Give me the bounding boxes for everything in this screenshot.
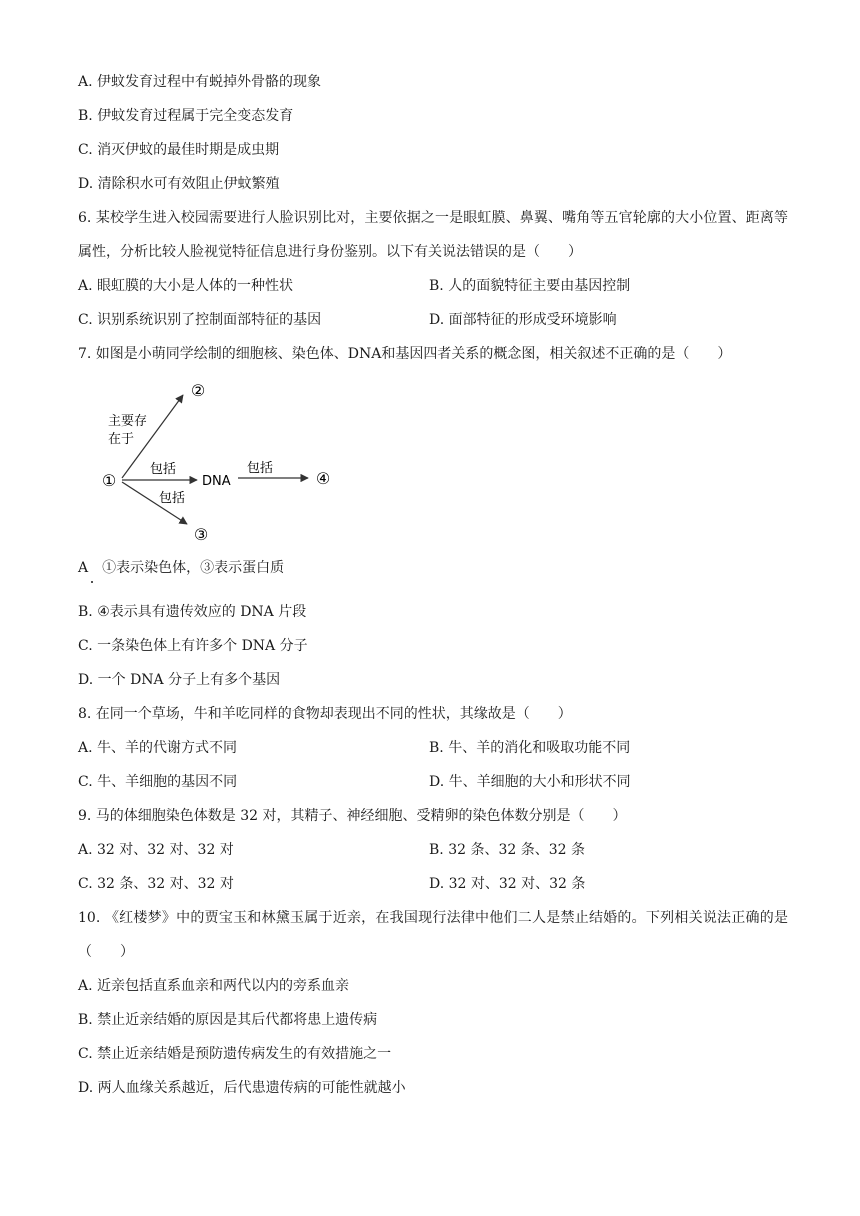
node-3: ③ (193, 525, 209, 544)
q5-option-b: B. 伊蚊发育过程属于完全变态发育 (78, 108, 294, 124)
q8-option-a: A. 牛、羊的代谢方式不同 (78, 740, 238, 756)
q6-option-a: A. 眼虹膜的大小是人体的一种性状 (78, 278, 294, 294)
node-dna: DNA (202, 474, 231, 489)
node-4: ④ (315, 469, 331, 488)
stray-dot (91, 581, 93, 583)
q5-option-d: D. 清除积水可有效阻止伊蚊繁殖 (78, 176, 280, 192)
label-include-gene: 包括 (247, 461, 274, 476)
label-main-exists-line2: 在于 (108, 432, 135, 447)
q9-option-d: D. 32 对、32 对、32 条 (429, 876, 586, 892)
label-include-dna: 包括 (150, 462, 177, 477)
label-include-protein: 包括 (159, 491, 186, 506)
q8-option-d: D. 牛、羊细胞的大小和形状不同 (429, 774, 631, 790)
label-main-exists-line1: 主要存 (108, 414, 148, 429)
q7-option-b: B. ④表示具有遗传效应的 DNA 片段 (78, 604, 307, 620)
q5-option-a: A. 伊蚊发育过程中有蜕掉外骨骼的现象 (78, 74, 322, 90)
concept-diagram (95, 378, 355, 548)
q10-option-a: A. 近亲包括直系血亲和两代以内的旁系血亲 (78, 978, 350, 994)
q9-stem: 9. 马的体细胞染色体数是 32 对，其精子、神经细胞、受精卵的染色体数分别是（ ） (78, 808, 627, 824)
q10-option-b: B. 禁止近亲结婚的原因是其后代都将患上遗传病 (78, 1012, 378, 1028)
q10-option-c: C. 禁止近亲结婚是预防遗传病发生的有效措施之一 (78, 1046, 392, 1062)
q8-option-b: B. 牛、羊的消化和吸取功能不同 (429, 740, 631, 756)
q8-option-c: C. 牛、羊细胞的基因不同 (78, 774, 238, 790)
q6-option-d: D. 面部特征的形成受环境影响 (429, 312, 617, 328)
q6-option-c: C. 识别系统识别了控制面部特征的基因 (78, 312, 322, 328)
q6-option-b: B. 人的面貌特征主要由基因控制 (429, 278, 631, 294)
q10-option-d: D. 两人血缘关系越近，后代患遗传病的可能性就越小 (78, 1080, 406, 1096)
node-1: ① (101, 471, 117, 490)
q9-option-b: B. 32 条、32 条、32 条 (429, 842, 585, 858)
q7-option-c: C. 一条染色体上有许多个 DNA 分子 (78, 638, 308, 654)
node-2: ② (190, 381, 206, 400)
q10-stem: 10. 《红楼梦》中的贾宝玉和林黛玉属于近亲，在我国现行法律中他们二人是禁止结婚的。下列相关说法正确的是（ ） (78, 910, 788, 960)
q9-option-a: A. 32 对、32 对、32 对 (78, 842, 234, 858)
q9-option-c: C. 32 条、32 对、32 对 (78, 876, 234, 892)
q7-option-a: A ①表示染色体，③表示蛋白质 (78, 560, 285, 576)
q8-stem: 8. 在同一个草场，牛和羊吃同样的食物却表现出不同的性状，其缘故是（ ） (78, 706, 572, 722)
q7-stem: 7. 如图是小萌同学绘制的细胞核、染色体、DNA和基因四者关系的概念图，相关叙述不正确的是（ ） (78, 346, 732, 362)
q7-option-d: D. 一个 DNA 分子上有多个基因 (78, 672, 281, 688)
q6-stem: 6. 某校学生进入校园需要进行人脸识别比对，主要依据之一是眼虹膜、鼻翼、嘴角等五官轮廓的大小位置、距离等属性，分析比较人脸视觉特征信息进行身份鉴别。以下有关说法错误的是（ ） (78, 210, 788, 260)
q5-option-c: C. 消灭伊蚊的最佳时期是成虫期 (78, 142, 280, 158)
